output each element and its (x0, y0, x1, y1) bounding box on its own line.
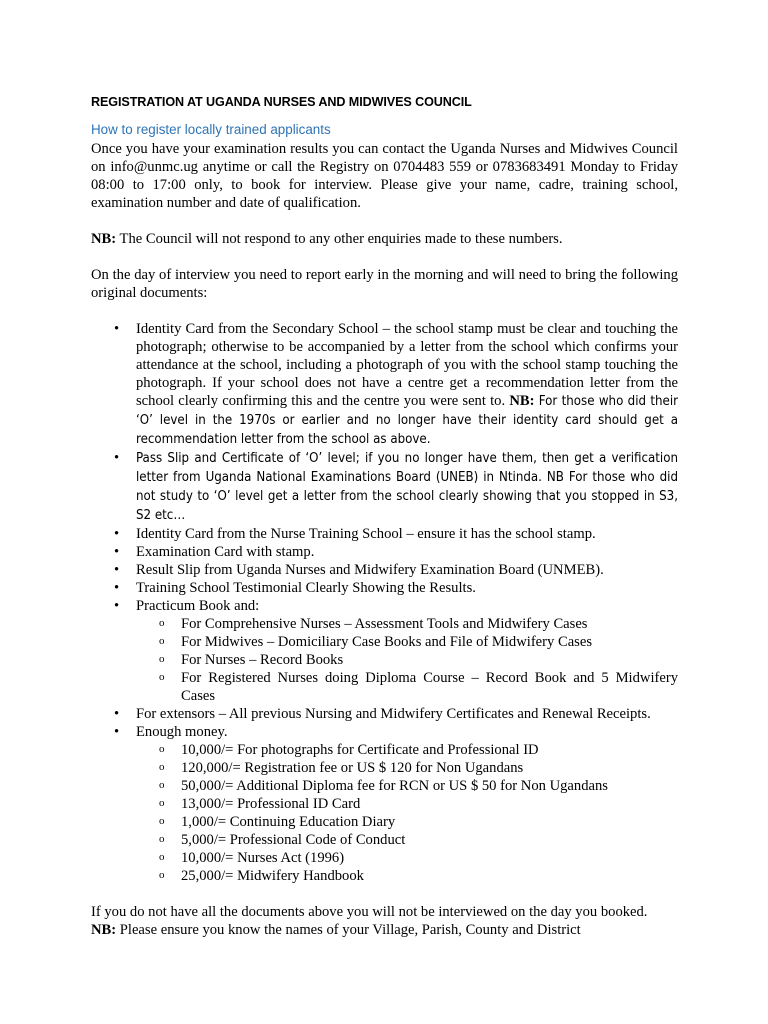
fee-item: o 1,000/= Continuing Education Diary (136, 813, 678, 831)
practicum-sublist (136, 615, 678, 705)
nb-label: NB: (91, 922, 117, 938)
list-item-text: Identity Card from the Secondary School – the school stamp must be clear and touching the photograph; otherwise to be accompanied by a letter from the school which confirms your attendance at the school, including a photograph of you with the school stamp touching the photograph. If your school does not have a centre get a recommendation letter from the school clearly confirming this and the centre you were sent to. (136, 321, 678, 409)
list-item-money (91, 723, 678, 885)
closing-paragraph: If you do not have all the documents above you will not be interviewed on the day you booked. (91, 904, 648, 920)
fee-item: o 25,000/= Midwifery Handbook (136, 867, 678, 885)
nb-text: For those who did their ‘O’ level in the 1970s or earlier and no longer have their identity card should get a recommendation letter from the school as above. (136, 394, 678, 447)
list-item-exam-card: • Examination Card with stamp. (91, 543, 678, 561)
fee-item: o 50,000/= Additional Diploma fee for RCN or US $ 50 for Non Ugandans (136, 777, 678, 795)
fee-item: o 10,000/= Nurses Act (1996) (136, 849, 678, 867)
fee-item: o 13,000/= Professional ID Card (136, 795, 678, 813)
nb-label: NB: (91, 231, 117, 247)
document-body (91, 93, 678, 939)
nb-text: Please ensure you know the names of your Village, Parish, County and District (116, 922, 581, 938)
sublist-item: o For Midwives – Domiciliary Case Books and File of Midwifery Cases (136, 633, 678, 651)
list-item-text: Pass Slip and Certificate of ‘O’ level; if you no longer have them, then get a verification letter from Uganda National Examinations Board (UNEB) in Ntinda. NB For those who did not study to ‘O’ level get a letter from the school clearly showing that you stopped in S3, S2 etc… (136, 451, 678, 523)
fees-sublist (136, 741, 678, 885)
list-item-secondary-id (91, 320, 678, 449)
sublist-item: o For Nurses – Record Books (136, 651, 678, 669)
fee-item: o 5,000/= Professional Code of Conduct (136, 831, 678, 849)
document-title: REGISTRATION AT UGANDA NURSES AND MIDWIVES COUNCIL (91, 95, 472, 109)
sublist-item: o For Comprehensive Nurses – Assessment Tools and Midwifery Cases (136, 615, 678, 633)
interview-paragraph: On the day of interview you need to report early in the morning and will need to bring the following original documents: (91, 267, 678, 301)
document-subtitle: How to register locally trained applicants (91, 122, 331, 137)
fee-item: o 120,000/= Registration fee or US $ 120 for Non Ugandans (136, 759, 678, 777)
closing-nb-paragraph (91, 921, 678, 939)
list-item-extensors: • For extensors – All previous Nursing and Midwifery Certificates and Renewal Receipts. (91, 705, 678, 723)
nb-paragraph (91, 230, 678, 248)
required-documents-list (91, 320, 678, 885)
nb-label: NB: (509, 393, 535, 409)
list-item-text: Practicum Book and: (136, 598, 260, 614)
list-item-text: Enough money. (136, 724, 228, 740)
nb-text: The Council will not respond to any other enquiries made to these numbers. (116, 231, 563, 247)
fee-item: o 10,000/= For photographs for Certificate and Professional ID (136, 741, 678, 759)
list-item-nurse-id: • Identity Card from the Nurse Training School – ensure it has the school stamp. (91, 525, 678, 543)
list-item-practicum (91, 597, 678, 705)
list-item-testimonial: • Training School Testimonial Clearly Showing the Results. (91, 579, 678, 597)
intro-paragraph: Once you have your examination results you can contact the Uganda Nurses and Midwives Council on info@unmc.ug anytime or call the Registry on 0704483 559 or 0783683491 Monday to Friday 08:00 to 17:00 only, to book for interview. Please give your name, cadre, training school, examination number and date of qualification. (91, 141, 678, 211)
sublist-item: o For Registered Nurses doing Diploma Course – Record Book and 5 Midwifery Cases (136, 669, 678, 705)
list-item-result-slip: • Result Slip from Uganda Nurses and Midwifery Examination Board (UNMEB). (91, 561, 678, 579)
list-item-pass-slip (91, 449, 678, 525)
